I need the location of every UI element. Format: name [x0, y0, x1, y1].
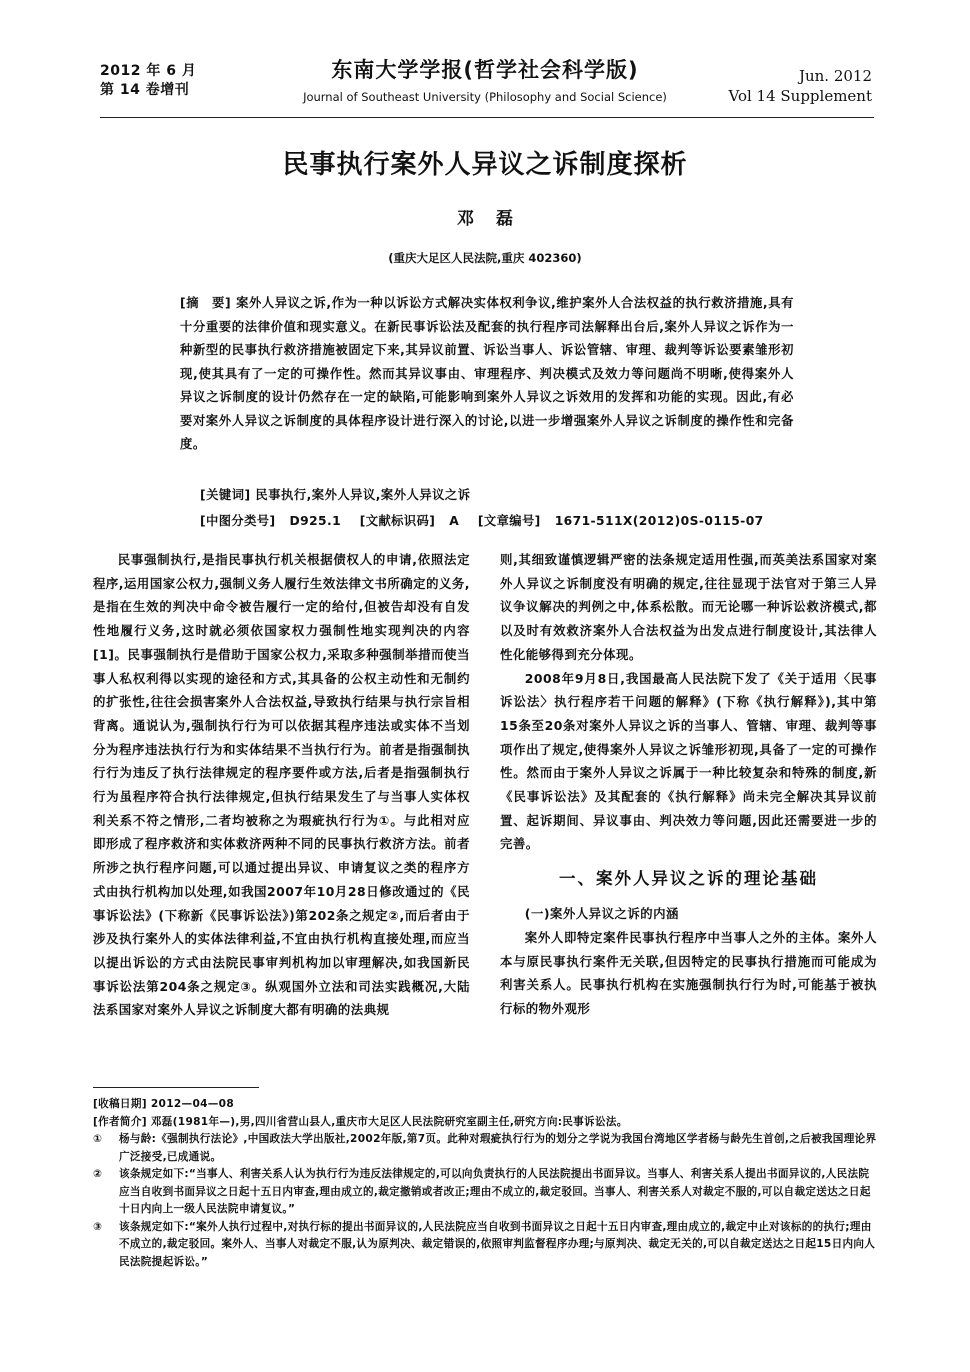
issue-info-en [728, 66, 872, 106]
received-value: 2012—04—08 [150, 1098, 235, 1110]
received-label: [收稿日期] [93, 1098, 147, 1110]
author-bio-label: [作者简介] [93, 1115, 147, 1128]
section-heading: 一、案外人异议之诉的理论基础 [559, 869, 818, 889]
header-rule [100, 117, 874, 118]
doc-code-value: A [449, 514, 460, 528]
body-paragraph: 则,其细致谨慎逻辑严密的法条规定适用性强,而英美法系国家对案外人异议之诉制度没有明确的规定,往往显现于法官对于第三人异议争议解决的判例之中,体系松散。而无论哪一种诉讼救济模式,都以及时有效救济案外人合法权益为出发点进行制度设计,其法律人性化能够得到充分体现。 [500, 552, 877, 662]
doc-code-label: [文献标识码] [359, 514, 436, 528]
article-author: 邓磊 [457, 209, 535, 229]
footnote-marker: ② [93, 1168, 103, 1180]
body-paragraph: 案外人即特定案件民事执行程序中当事人之外的主体。案外人本与原民事执行案件无关联,但因特定的民事执行措施而可能成为利害关系人。民事执行机构在实施强制执行行为时,可能基于被执行标的物外观形 [500, 929, 877, 1016]
journal-title-en: Journal of Southeast University (Philosophy and Social Science) [303, 90, 667, 104]
keywords-text: 民事执行,案外人异议,案外人异议之诉 [255, 488, 471, 502]
footnote [93, 1219, 879, 1272]
issue-date-en: Jun. 2012 [798, 67, 872, 85]
keywords-label: [关键词] [200, 488, 251, 502]
footnote [93, 1166, 879, 1219]
subsection-heading: (一)案外人异议之诉的内涵 [524, 906, 679, 922]
author-affiliation: (重庆大足区人民法院,重庆 402360) [388, 251, 582, 265]
issue-volume: 第 14 卷增刊 [100, 82, 190, 98]
article-title: 民事执行案外人异议之诉制度探析 [282, 150, 688, 180]
body-paragraph: 2008年9月8日,我国最高人民法院下发了《关于适用〈民事诉讼法〉执行程序若干问题的解释》(下称《执行解释》),其中第15条至20条对案外人异议之诉的当事人、管辖、审理、裁判等事项作出了规定,使得案外人异议之诉雏形初现,具备了一定的可操作性。然而由于案外人异议之诉属于一种比较复杂和特殊的制度,新《民事诉讼法》及其配套的《执行解释》尚未完全解决其异议前置、起诉期间、异议事由、判决效力等问题,因此还需要进一步的完善。 [500, 670, 877, 852]
footnote-text: 该条规定如下:“案外人执行过程中,对执行标的提出书面异议的,人民法院应当自收到书面异议之日起十五日内审查,理由成立的,裁定中止对该标的的执行;理由不成立的,裁定驳回。案外人、当事人对裁定不服,认为原判决、裁定错误的,依照审判监督程序办理;与原判决、裁定无关的,可以自裁定送达之日起15日内向人民法院提起诉讼。” [119, 1220, 876, 1268]
issue-date-volume [100, 62, 196, 100]
author-bio [93, 1114, 879, 1132]
body-column-right [500, 548, 877, 1021]
footnotes [93, 1096, 879, 1271]
footnote-text: 杨与龄:《强制执行法论》,中国政法大学出版社,2002年版,第7页。此种对瑕疵执行行为的划分之学说为我国台湾地区学者杨与龄先生首创,之后被我国理论界广泛接受,已成通说。 [119, 1133, 877, 1163]
body-column-left [93, 548, 470, 1022]
abstract [180, 292, 794, 457]
abstract-label: [摘 要] [180, 296, 232, 310]
clc-label: [中图分类号] [200, 514, 276, 528]
footnote-text: 该条规定如下:“当事人、利害关系人认为执行行为违反法律规定的,可以向负责执行的人民法院提出书面异议。当事人、利害关系人提出书面异议的,人民法院应当自收到书面异议之日起十五日内审查,理由成立的,裁定撤销或者改正;理由不成立的,裁定驳回。当事人、利害关系人对裁定不服的,可以自裁定送达之日起十日内向上一级人民法院申请复议。” [119, 1168, 871, 1215]
clc-value: D925.1 [289, 514, 342, 528]
issue-volume-en: Vol 14 Supplement [728, 87, 872, 105]
footnote-marker: ③ [93, 1220, 103, 1233]
journal-title [200, 56, 770, 106]
article-no-label: [文章编号] [477, 514, 541, 528]
received-date [93, 1096, 879, 1114]
body-paragraph: 民事强制执行,是指民事执行机关根据债权人的申请,依照法定程序,运用国家公权力,强制义务人履行生效法律文书所确定的义务,是指在生效的判决中命令被告履行一定的给付,但被告却没有自发性地履行义务,这时就必须依国家权力强制性地实现判决的内容[1]。民事强制执行是借助于国家公权力,采取多种强制举措而使当事人私权利得以实现的途径和方式,其具备的公权主动性和无制约的扩张性,往往会损害案外人合法权益,导致执行结果与执行宗旨相背离。通说认为,强制执行行为可以依据其程序违法或实体不当划分为程序违法执行行为和实体结果不当执行行为。前者是指强制执行行为违反了执行法律规定的程序要件或方法,后者是指强制执行行为虽程序符合执行法律规定,但执行结果发生了与当事人实体权利关系不符之情形,二者均被称之为瑕疵执行行为①。与此相对应即形成了程序救济和实体救济两种不同的民事执行救济方法。前者所涉之执行程序问题,可以通过提出异议、申请复议之类的程序方式由执行机构加以处理,如我国2007年10月28日修改通过的《民事诉讼法》(下称新《民事诉讼法》)第202条之规定②,而后者由于涉及执行案外人的实体法律利益,不宜由执行机构直接处理,而应当以提出诉讼的方式由法院民事审判机构加以审理解决,如我国新民事诉讼法第204条之规定③。纵观国外立法和司法实践概况,大陆法系国家对案外人异议之诉制度大都有明确的法典规 [93, 552, 470, 1018]
keywords [200, 484, 800, 506]
issue-date: 2012 年 6 月 [100, 63, 197, 79]
article-no-value: 1671-511X(2012)0S-0115-07 [554, 514, 764, 528]
footnote-rule [93, 1087, 259, 1088]
footnote-marker: ① [93, 1133, 103, 1145]
abstract-text: 案外人异议之诉,作为一种以诉讼方式解决实体权利争议,维护案外人合法权益的执行救济措施,具有十分重要的法律价值和现实意义。在新民事诉讼法及配套的执行程序司法解释出台后,案外人异议之诉作为一种新型的民事执行救济措施被固定下来,其异议前置、诉讼当事人、诉讼管辖、审理、裁判等诉讼要素雏形初现,使其具有了一定的可操作性。然而其异议事由、审理程序、判决模式及效力等问题尚不明晰,使得案外人异议之诉制度的设计仍然存在一定的缺陷,可能影响到案外人异议之诉效用的发挥和功能的实现。因此,有必要对案外人异议之诉制度的具体程序设计进行深入的讨论,以进一步增强案外人异议之诉制度的操作性和完备度。 [180, 296, 794, 451]
journal-title-cn: 东南大学学报(哲学社会科学版) [331, 58, 639, 82]
footnote [93, 1131, 879, 1166]
author-bio-text: 邓磊(1981年—),男,四川省营山县人,重庆市大足区人民法院研究室副主任,研究方向:民事诉讼法。 [150, 1115, 628, 1128]
classification-line [200, 510, 820, 532]
